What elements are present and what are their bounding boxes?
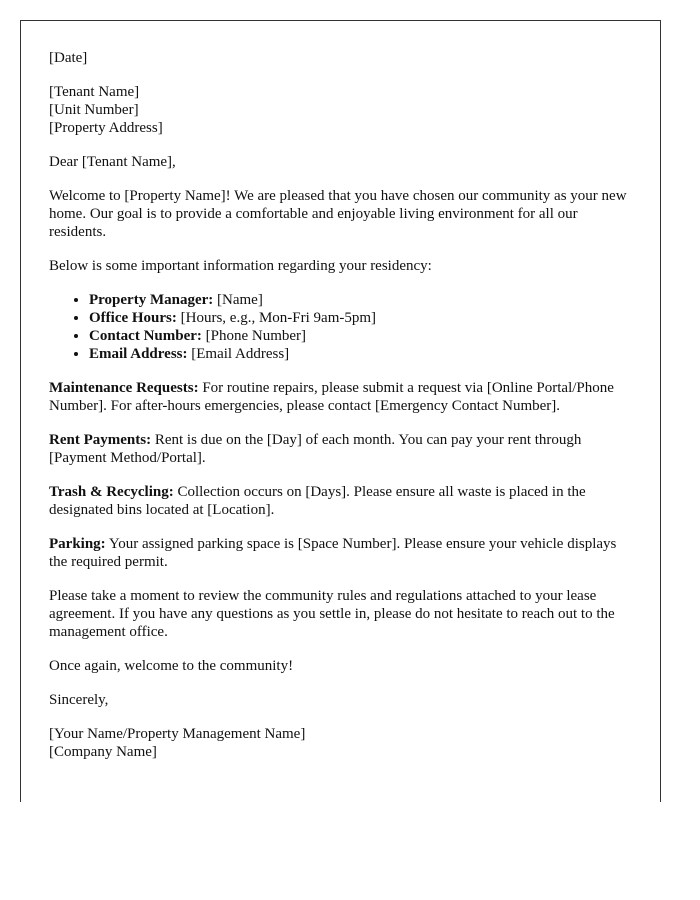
list-item	[89, 291, 632, 309]
section-text: Rent is due on the [Day] of each month. You can pay your rent through [Payment Method/Portal].	[49, 432, 582, 466]
date: [Date]	[49, 50, 88, 66]
recipient-block	[49, 83, 632, 137]
info-list	[49, 291, 632, 363]
item-label: Contact Number:	[89, 328, 202, 344]
trash-section	[49, 483, 632, 519]
section-label: Trash & Recycling:	[49, 484, 174, 500]
intro-paragraph: Welcome to [Property Name]! We are pleased that you have chosen our community as your new home. Our goal is to provide a comfortable and enjoyable living environment for all our residents.	[49, 188, 627, 240]
list-item	[89, 345, 632, 363]
section-text: Your assigned parking space is [Space Number]. Please ensure your vehicle displays the required permit.	[49, 536, 617, 570]
section-label: Maintenance Requests:	[49, 380, 199, 396]
company-name: [Company Name]	[49, 744, 157, 760]
item-label: Property Manager:	[89, 292, 214, 308]
review-paragraph: Please take a moment to review the community rules and regulations attached to your lease agreement. If you have any questions as you settle in, please do not hesitate to reach out to the management office.	[49, 588, 615, 640]
section-label: Rent Payments:	[49, 432, 152, 448]
item-value: [Phone Number]	[201, 328, 307, 344]
section-label: Parking:	[49, 536, 106, 552]
maintenance-section	[49, 379, 632, 415]
tenant-name: [Tenant Name]	[49, 84, 140, 100]
salutation: Dear [Tenant Name],	[49, 154, 176, 170]
rent-section	[49, 431, 632, 467]
letter	[20, 20, 661, 802]
info-lead: Below is some important information regarding your residency:	[49, 258, 432, 274]
property-address: [Property Address]	[49, 120, 163, 136]
item-label: Email Address:	[89, 346, 188, 362]
item-value: [Email Address]	[187, 346, 290, 362]
welcome-again: Once again, welcome to the community!	[49, 658, 294, 674]
section-text: For routine repairs, please submit a request via [Online Portal/Phone Number]. For after-hours emergencies, please contact [Emergency Contact Number].	[49, 380, 614, 414]
item-value: [Hours, e.g., Mon-Fri 9am-5pm]	[176, 310, 377, 326]
parking-section	[49, 535, 632, 571]
unit-number: [Unit Number]	[49, 102, 139, 118]
list-item	[89, 309, 632, 327]
signer-name: [Your Name/Property Management Name]	[49, 726, 306, 742]
section-text: Collection occurs on [Days]. Please ensure all waste is placed in the designated bins located at [Location].	[49, 484, 586, 518]
item-label: Office Hours:	[89, 310, 177, 326]
signature-block	[49, 725, 632, 761]
closing: Sincerely,	[49, 692, 109, 708]
item-value: [Name]	[213, 292, 263, 308]
list-item	[89, 327, 632, 345]
